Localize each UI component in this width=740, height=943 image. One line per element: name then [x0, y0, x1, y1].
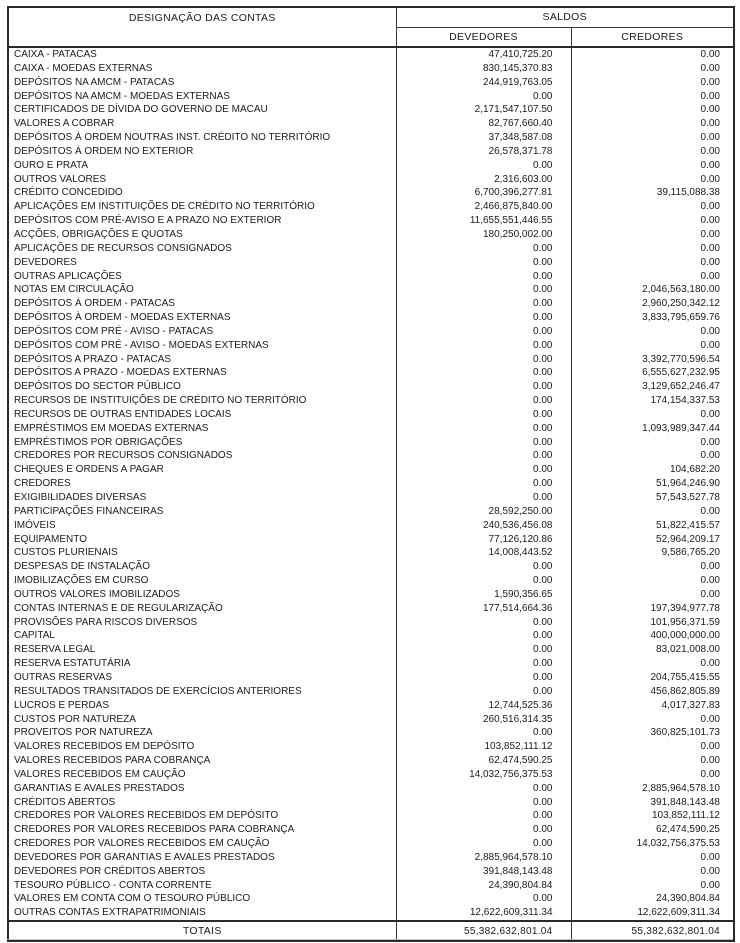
account-name: GARANTIAS E AVALES PRESTADOS [8, 782, 396, 796]
devedores-value: 0.00 [396, 449, 571, 463]
account-name: OUTRAS APLICAÇÕES [8, 270, 396, 284]
scan-artifact-line [7, 939, 733, 940]
devedores-value: 0.00 [396, 463, 571, 477]
account-name: APLICAÇÕES EM INSTITUIÇÕES DE CRÉDITO NO TERRITÓRIO [8, 200, 396, 214]
credores-value: 0.00 [700, 713, 720, 725]
credores-value: 9,586,765.20 [661, 547, 720, 559]
devedores-value: 2,885,964,578.10 [396, 851, 571, 865]
account-name: DEPÓSITOS DO SECTOR PÚBLICO [8, 380, 396, 394]
account-name: OUTROS VALORES IMOBILIZADOS [8, 588, 396, 602]
devedores-value: 12,744,525.36 [396, 699, 571, 713]
credores-value: 0.00 [700, 658, 720, 670]
account-name: EMPRÉSTIMOS POR OBRIGAÇÕES [8, 436, 396, 450]
table-row [8, 380, 734, 394]
credores-value: 2,960,250,342.12 [642, 298, 720, 310]
credores-value: 57,543,527.78 [656, 492, 720, 503]
devedores-value: 0.00 [396, 657, 571, 671]
credores-value: 3,833,795,659.76 [642, 312, 720, 324]
account-name: OURO E PRATA [8, 159, 396, 173]
account-name: IMÓVEIS [8, 519, 396, 533]
accounts-table [7, 6, 735, 942]
column-header-saldos: SALDOS [396, 7, 734, 27]
credores-value: 0.00 [700, 879, 720, 891]
devedores-value: 14,008,443.52 [396, 546, 571, 560]
table-row [8, 809, 734, 823]
table-row [8, 145, 734, 159]
credores-value: 0.00 [700, 201, 720, 213]
credores-value: 0.00 [700, 865, 720, 877]
devedores-value: 0.00 [396, 477, 571, 491]
account-name: OUTROS VALORES [8, 173, 396, 187]
devedores-value: 0.00 [396, 436, 571, 450]
table-row [8, 436, 734, 450]
table-row [8, 602, 734, 616]
account-name: DEPÓSITOS À ORDEM NO EXTERIOR [8, 145, 396, 159]
account-name: RESERVA ESTATUTÁRIA [8, 657, 396, 671]
credores-value: 39,115,088.38 [656, 187, 720, 199]
credores-value: 3,129,652,246.47 [642, 381, 720, 393]
table-row [8, 505, 734, 519]
account-name: DEPÓSITOS NA AMCM - MOEDAS EXTERNAS [8, 90, 396, 104]
devedores-value: 0.00 [396, 325, 571, 339]
devedores-value: 240,536,456.08 [396, 519, 571, 533]
devedores-value: 0.00 [396, 560, 571, 574]
account-name: CREDORES POR RECURSOS CONSIGNADOS [8, 449, 396, 463]
devedores-value: 0.00 [396, 283, 571, 297]
table-row [8, 200, 734, 214]
table-row [8, 422, 734, 436]
credores-value: 0.00 [700, 325, 720, 337]
table-row [8, 256, 734, 270]
credores-value: 51,822,415.57 [656, 519, 720, 531]
table-row [8, 283, 734, 297]
account-name: VALORES RECEBIDOS EM DEPÓSITO [8, 740, 396, 754]
table-row [8, 131, 734, 145]
credores-value: 52,964,209.17 [656, 533, 720, 545]
credores-value: 24,390,804.84 [656, 893, 720, 905]
credores-value: 0.00 [700, 132, 720, 144]
devedores-value: 0.00 [396, 311, 571, 325]
devedores-value: 0.00 [396, 256, 571, 270]
devedores-value: 0.00 [396, 643, 571, 657]
table-row [8, 685, 734, 699]
account-name: PARTICIPAÇÕES FINANCEIRAS [8, 505, 396, 519]
credores-value: 0.00 [700, 228, 720, 240]
table-row [8, 533, 734, 547]
devedores-value: 0.00 [396, 297, 571, 311]
table-row [8, 574, 734, 588]
devedores-value: 830,145,370.83 [396, 62, 571, 76]
credores-value: 0.00 [700, 173, 720, 185]
account-name: DEVEDORES POR CRÉDITOS ABERTOS [8, 865, 396, 879]
credores-value: 12,622,609,311.34 [637, 907, 720, 919]
table-row [8, 643, 734, 657]
credores-value: 360,825,101.73 [650, 727, 720, 739]
credores-value: 0.00 [700, 76, 720, 88]
table-row [8, 408, 734, 422]
credores-value: 0.00 [700, 505, 720, 517]
credores-value: 0.00 [700, 159, 720, 171]
column-header-designacao-das-contas: DESIGNAÇÃO DAS CONTAS [8, 7, 396, 47]
table-row [8, 519, 734, 533]
table-row [8, 726, 734, 740]
credores-value: 0.00 [700, 270, 720, 282]
account-name: CRÉDITO CONCEDIDO [8, 186, 396, 200]
credores-value: 0.00 [700, 561, 720, 573]
account-name: CHEQUES E ORDENS A PAGAR [8, 463, 396, 477]
table-row [8, 699, 734, 713]
table-row [8, 754, 734, 768]
table-row [8, 768, 734, 782]
credores-value: 197,394,977.78 [650, 602, 720, 614]
account-name: OUTRAS RESERVAS [8, 671, 396, 685]
credores-value: 0.00 [700, 851, 720, 863]
credores-value: 456,862,805.89 [650, 685, 720, 697]
table-row [8, 366, 734, 380]
table-row [8, 463, 734, 477]
table-row [8, 297, 734, 311]
account-name: VALORES RECEBIDOS PARA COBRANÇA [8, 754, 396, 768]
credores-value: 0.00 [700, 436, 720, 448]
account-name: DEPÓSITOS A PRAZO - PATACAS [8, 353, 396, 367]
account-name: APLICAÇÕES DE RECURSOS CONSIGNADOS [8, 242, 396, 256]
account-name: RESERVA LEGAL [8, 643, 396, 657]
totals-devedores-value: 55,382,632,801.04 [396, 921, 571, 941]
table-row [8, 671, 734, 685]
table-row [8, 740, 734, 754]
devedores-value: 0.00 [396, 394, 571, 408]
devedores-value: 0.00 [396, 892, 571, 906]
credores-value: 0.00 [700, 62, 720, 74]
devedores-value: 0.00 [396, 629, 571, 643]
devedores-value: 0.00 [396, 90, 571, 104]
header-row-top [8, 7, 734, 27]
credores-value: 204,755,415.55 [650, 671, 720, 683]
account-name: DEPÓSITOS À ORDEM NOUTRAS INST. CRÉDITO NO TERRITÓRIO [8, 131, 396, 145]
table-row [8, 103, 734, 117]
account-name: CREDORES [8, 477, 396, 491]
credores-value: 2,885,964,578.10 [642, 782, 720, 794]
table-row [8, 879, 734, 893]
devedores-value: 14,032,756,375.53 [396, 768, 571, 782]
credores-value: 0.00 [700, 408, 720, 420]
account-name: CREDORES POR VALORES RECEBIDOS EM DEPÓSITO [8, 809, 396, 823]
devedores-value: 391,848,143.48 [396, 865, 571, 879]
table-row [8, 394, 734, 408]
credores-value: 0.00 [700, 215, 720, 227]
account-name: VALORES EM CONTA COM O TESOURO PÚBLICO [8, 892, 396, 906]
table-row [8, 228, 734, 242]
table-row [8, 76, 734, 90]
totals-credores-value: 55,382,632,801.04 [571, 921, 734, 941]
account-name: DEPÓSITOS COM PRÉ-AVISO E A PRAZO NO EXTERIOR [8, 214, 396, 228]
devedores-value: 0.00 [396, 796, 571, 810]
table-row [8, 311, 734, 325]
credores-value: 400,000,000.00 [650, 630, 720, 642]
devedores-value: 11,655,551,446.55 [396, 214, 571, 228]
account-name: DEPÓSITOS NA AMCM - PATACAS [8, 76, 396, 90]
devedores-value: 28,592,250.00 [396, 505, 571, 519]
account-name: ACÇÕES, OBRIGAÇÕES E QUOTAS [8, 228, 396, 242]
table-row [8, 449, 734, 463]
account-name: EMPRÉSTIMOS EM MOEDAS EXTERNAS [8, 422, 396, 436]
devedores-value: 0.00 [396, 782, 571, 796]
credores-value: 3,392,770,596.54 [642, 353, 720, 365]
account-name: CREDORES POR VALORES RECEBIDOS PARA COBRANÇA [8, 823, 396, 837]
table-row [8, 782, 734, 796]
devedores-value: 0.00 [396, 353, 571, 367]
account-name: CREDORES POR VALORES RECEBIDOS EM CAUÇÃO [8, 837, 396, 851]
account-name: CUSTOS PLURIENAIS [8, 546, 396, 560]
credores-value: 0.00 [700, 339, 720, 351]
account-name: CAIXA - PATACAS [8, 47, 396, 62]
credores-value: 0.00 [700, 49, 720, 60]
account-name: DEPÓSITOS À ORDEM - MOEDAS EXTERNAS [8, 311, 396, 325]
devedores-value: 0.00 [396, 574, 571, 588]
credores-value: 1,093,989,347.44 [642, 422, 720, 434]
table-row [8, 159, 734, 173]
credores-value: 0.00 [700, 145, 720, 157]
credores-value: 0.00 [700, 741, 720, 753]
account-name: RECURSOS DE OUTRAS ENTIDADES LOCAIS [8, 408, 396, 422]
account-name: RESULTADOS TRANSITADOS DE EXERCÍCIOS ANTERIORES [8, 685, 396, 699]
credores-value: 4,017,327.83 [661, 699, 720, 711]
credores-value: 391,848,143.48 [650, 796, 720, 808]
devedores-value: 0.00 [396, 380, 571, 394]
devedores-value: 12,622,609,311.34 [396, 906, 571, 921]
devedores-value: 0.00 [396, 837, 571, 851]
column-header-devedores: DEVEDORES [396, 27, 571, 47]
account-name: CERTIFICADOS DE DÍVIDA DO GOVERNO DE MACAU [8, 103, 396, 117]
credores-value: 0.00 [700, 104, 720, 116]
credores-value: 0.00 [700, 575, 720, 587]
credores-value: 62,474,590.25 [656, 824, 720, 836]
account-name: PROVEITOS POR NATUREZA [8, 726, 396, 740]
account-name: VALORES A COBRAR [8, 117, 396, 131]
devedores-value: 0.00 [396, 616, 571, 630]
table-row [8, 270, 734, 284]
table-row [8, 325, 734, 339]
table-row [8, 713, 734, 727]
table-row [8, 62, 734, 76]
table-row [8, 477, 734, 491]
account-name: DEPÓSITOS COM PRÉ - AVISO - MOEDAS EXTERNAS [8, 339, 396, 353]
credores-value: 51,964,246.90 [656, 478, 720, 490]
credores-value: 0.00 [700, 450, 720, 462]
table-row [8, 865, 734, 879]
account-name: LUCROS E PERDAS [8, 699, 396, 713]
account-name: IMOBILIZAÇÕES EM CURSO [8, 574, 396, 588]
devedores-value: 0.00 [396, 159, 571, 173]
table-row [8, 173, 734, 187]
table-row [8, 353, 734, 367]
table-row [8, 339, 734, 353]
devedores-value: 37,348,587.08 [396, 131, 571, 145]
table-row [8, 823, 734, 837]
account-name: DESPESAS DE INSTALAÇÃO [8, 560, 396, 574]
table-row [8, 186, 734, 200]
table-row [8, 657, 734, 671]
devedores-value: 26,578,371.78 [396, 145, 571, 159]
account-name: CRÉDITOS ABERTOS [8, 796, 396, 810]
credores-value: 2,046,563,180.00 [642, 284, 720, 296]
account-name: DEVEDORES POR GARANTIAS E AVALES PRESTADOS [8, 851, 396, 865]
devedores-value: 177,514,664.36 [396, 602, 571, 616]
credores-value: 14,032,756,375.53 [636, 838, 720, 850]
table-row [8, 90, 734, 104]
devedores-value: 62,474,590.25 [396, 754, 571, 768]
table-row [8, 629, 734, 643]
devedores-value: 1,590,356.65 [396, 588, 571, 602]
table-row [8, 588, 734, 602]
totals-label: TOTAIS [8, 921, 396, 941]
devedores-value: 0.00 [396, 809, 571, 823]
table-header [8, 7, 734, 47]
table-row [8, 546, 734, 560]
devedores-value: 0.00 [396, 671, 571, 685]
table-row [8, 47, 734, 62]
credores-value: 0.00 [700, 118, 720, 130]
account-name: EXIGIBILIDADES DIVERSAS [8, 491, 396, 505]
credores-value: 6,555,627,232.95 [642, 367, 720, 379]
table-row [8, 906, 734, 921]
credores-value: 103,852,111.12 [651, 810, 720, 822]
table-row [8, 491, 734, 505]
account-name: DEPÓSITOS À ORDEM - PATACAS [8, 297, 396, 311]
credores-value: 0.00 [700, 256, 720, 268]
credores-value: 0.00 [700, 588, 720, 600]
table-row [8, 851, 734, 865]
account-name: PROVISÕES PARA RISCOS DIVERSOS [8, 616, 396, 630]
devedores-value: 0.00 [396, 726, 571, 740]
account-name: CAPITAL [8, 629, 396, 643]
account-name: VALORES RECEBIDOS EM CAUÇÃO [8, 768, 396, 782]
devedores-value: 0.00 [396, 270, 571, 284]
devedores-value: 47,410,725.20 [396, 47, 571, 62]
table-row [8, 242, 734, 256]
credores-value: 83,021,008.00 [656, 644, 720, 656]
account-name: DEVEDORES [8, 256, 396, 270]
devedores-value: 103,852,111.12 [396, 740, 571, 754]
table-body [8, 47, 734, 921]
devedores-value: 260,516,314.35 [396, 713, 571, 727]
account-name: EQUIPAMENTO [8, 533, 396, 547]
devedores-value: 77,126,120.86 [396, 533, 571, 547]
table-row [8, 616, 734, 630]
devedores-value: 2,466,875,840.00 [396, 200, 571, 214]
account-name: CUSTOS POR NATUREZA [8, 713, 396, 727]
account-name: DEPÓSITOS A PRAZO - MOEDAS EXTERNAS [8, 366, 396, 380]
credores-value: 174,154,337.53 [650, 395, 720, 407]
account-name: DEPÓSITOS COM PRÉ - AVISO - PATACAS [8, 325, 396, 339]
devedores-value: 2,316,603.00 [396, 173, 571, 187]
table-row [8, 837, 734, 851]
credores-value: 0.00 [700, 90, 720, 102]
devedores-value: 0.00 [396, 823, 571, 837]
table-row [8, 560, 734, 574]
table-row [8, 117, 734, 131]
account-name: TESOURO PÚBLICO - CONTA CORRENTE [8, 879, 396, 893]
devedores-value: 244,919,763.05 [396, 76, 571, 90]
devedores-value: 24,390,804.84 [396, 879, 571, 893]
table-row [8, 214, 734, 228]
devedores-value: 0.00 [396, 242, 571, 256]
account-name: NOTAS EM CIRCULAÇÃO [8, 283, 396, 297]
devedores-value: 2,171,547,107.50 [396, 103, 571, 117]
credores-value: 104,682.20 [669, 464, 720, 476]
devedores-value: 0.00 [396, 339, 571, 353]
credores-value: 101,956,371.59 [650, 616, 720, 628]
account-name: CAIXA - MOEDAS EXTERNAS [8, 62, 396, 76]
devedores-value: 180,250,002.00 [396, 228, 571, 242]
devedores-value: 0.00 [396, 685, 571, 699]
table-row [8, 796, 734, 810]
devedores-value: 0.00 [396, 366, 571, 380]
devedores-value: 82,767,660.40 [396, 117, 571, 131]
table-row [8, 892, 734, 906]
devedores-value: 0.00 [396, 491, 571, 505]
account-name: CONTAS INTERNAS E DE REGULARIZAÇÃO [8, 602, 396, 616]
account-name: RECURSOS DE INSTITUIÇÕES DE CRÉDITO NO TERRITÓRIO [8, 394, 396, 408]
credores-value: 0.00 [700, 768, 720, 780]
devedores-value: 6,700,396,277.81 [396, 186, 571, 200]
column-header-credores: CREDORES [571, 27, 734, 47]
devedores-value: 0.00 [396, 408, 571, 422]
account-name: OUTRAS CONTAS EXTRAPATRIMONIAIS [8, 906, 396, 921]
credores-value: 0.00 [700, 242, 720, 254]
credores-value: 0.00 [700, 755, 720, 767]
devedores-value: 0.00 [396, 422, 571, 436]
